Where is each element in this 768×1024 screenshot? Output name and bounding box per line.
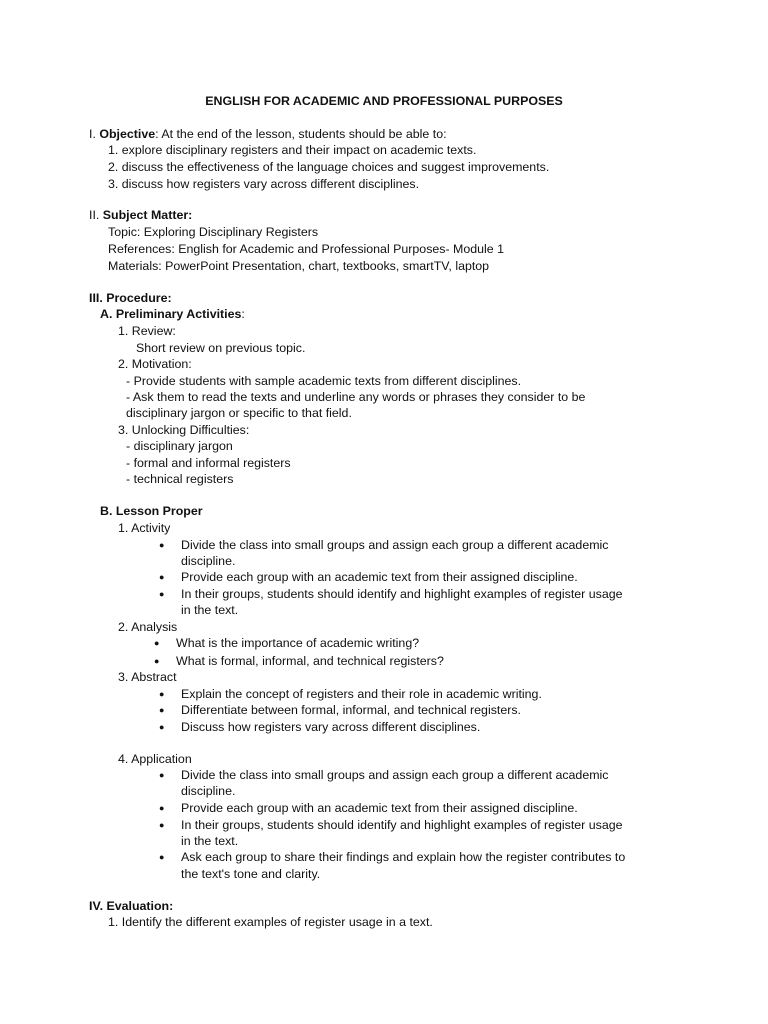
objective-label: Objective <box>99 127 156 141</box>
abstract-line: Explain the concept of registers and their role in academic writing. <box>181 687 542 701</box>
application-label: 4. Application <box>118 752 192 766</box>
subject-matter-label: Subject Matter: <box>102 208 193 222</box>
objective-intro: : At the end of the lesson, students should be able to: <box>155 127 447 141</box>
unlocking-item: - disciplinary jargon <box>126 439 233 453</box>
review-label: 1. Review: <box>118 324 176 338</box>
activity-line: in the text. <box>181 603 239 617</box>
review-text: Short review on previous topic. <box>136 341 306 355</box>
motivation-label: 2. Motivation: <box>118 357 192 371</box>
analysis-label: 2. Analysis <box>118 620 178 634</box>
analysis-line: What is the importance of academic writing? <box>176 636 420 650</box>
abstract-line: Discuss how registers vary across different disciplines. <box>181 720 481 734</box>
application-line: the text's tone and clarity. <box>181 867 321 881</box>
objective-heading <box>89 126 447 142</box>
bullet-icon: ● <box>154 638 160 648</box>
bullet-icon: ● <box>159 689 165 699</box>
subject-matter-heading <box>89 207 192 223</box>
subject-references: References: English for Academic and Professional Purposes- Module 1 <box>108 242 505 256</box>
subject-materials: Materials: PowerPoint Presentation, chart, textbooks, smartTV, laptop <box>108 259 490 273</box>
motivation-line: - Provide students with sample academic texts from different disciplines. <box>126 374 522 388</box>
activity-line: discipline. <box>181 554 236 568</box>
evaluation-item: 1. Identify the different examples of register usage in a text. <box>108 915 433 929</box>
preliminary-label: A. Preliminary Activities <box>100 307 242 321</box>
bullet-icon: ● <box>159 770 165 780</box>
motivation-line: - Ask them to read the texts and underline any words or phrases they consider to be <box>126 390 586 404</box>
application-line: Ask each group to share their findings and explain how the register contributes to <box>181 850 626 864</box>
activity-label: 1. Activity <box>118 521 171 535</box>
bullet-icon: ● <box>159 589 165 599</box>
procedure-heading: III. Procedure: <box>89 291 172 305</box>
bullet-icon: ● <box>159 803 165 813</box>
preliminary-heading <box>100 306 245 322</box>
abstract-label: 3. Abstract <box>118 670 177 684</box>
preliminary-suffix: : <box>241 307 245 321</box>
analysis-line: What is formal, informal, and technical registers? <box>176 654 444 668</box>
objective-numeral: I. <box>89 127 96 141</box>
subject-topic: Topic: Exploring Disciplinary Registers <box>108 225 319 239</box>
unlocking-item: - technical registers <box>126 472 234 486</box>
evaluation-heading: IV. Evaluation: <box>89 899 174 913</box>
bullet-icon: ● <box>159 705 165 715</box>
objective-item: 3. discuss how registers vary across different disciplines. <box>108 177 420 191</box>
motivation-line: disciplinary jargon or specific to that field. <box>126 406 352 420</box>
objective-item: 1. explore disciplinary registers and their impact on academic texts. <box>108 143 477 157</box>
application-line: discipline. <box>181 784 236 798</box>
document-title: ENGLISH FOR ACADEMIC AND PROFESSIONAL PURPOSES <box>205 94 563 108</box>
bullet-icon: ● <box>159 852 165 862</box>
subject-matter-numeral: II. <box>89 208 100 222</box>
bullet-icon: ● <box>159 540 165 550</box>
bullet-icon: ● <box>159 572 165 582</box>
application-line: in the text. <box>181 834 239 848</box>
bullet-icon: ● <box>159 820 165 830</box>
activity-line: In their groups, students should identify and highlight examples of register usage <box>181 587 623 601</box>
activity-line: Divide the class into small groups and assign each group a different academic <box>181 538 609 552</box>
objective-item: 2. discuss the effectiveness of the language choices and suggest improvements. <box>108 160 550 174</box>
application-line: Provide each group with an academic text from their assigned discipline. <box>181 801 578 815</box>
application-line: In their groups, students should identify and highlight examples of register usage <box>181 818 623 832</box>
abstract-line: Differentiate between formal, informal, and technical registers. <box>181 703 521 717</box>
application-line: Divide the class into small groups and assign each group a different academic <box>181 768 609 782</box>
unlocking-label: 3. Unlocking Difficulties: <box>118 423 250 437</box>
bullet-icon: ● <box>159 722 165 732</box>
bullet-icon: ● <box>154 656 160 666</box>
unlocking-item: - formal and informal registers <box>126 456 291 470</box>
activity-line: Provide each group with an academic text from their assigned discipline. <box>181 570 578 584</box>
lesson-proper-heading: B. Lesson Proper <box>100 504 203 518</box>
